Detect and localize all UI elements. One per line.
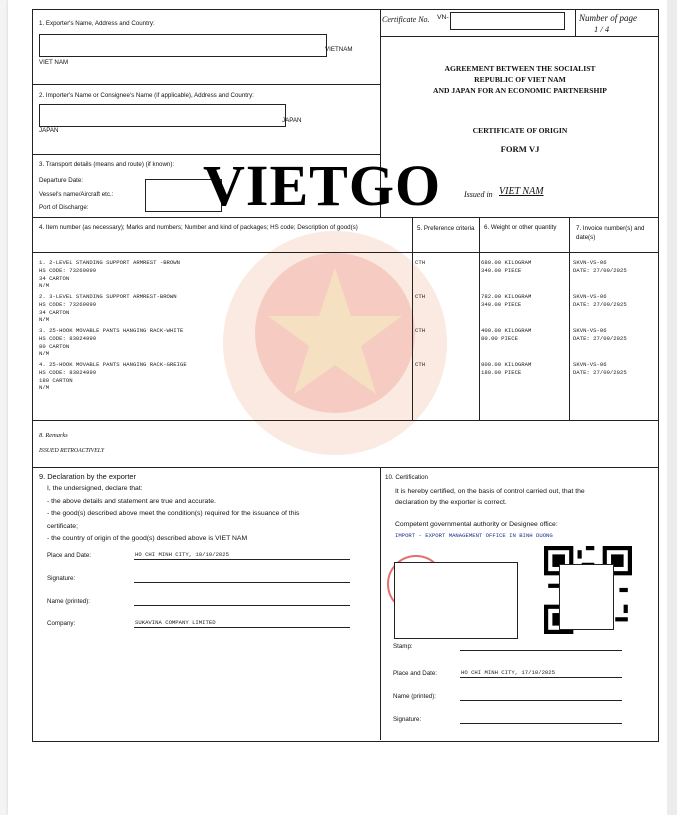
item-weight: 782.00 KILOGRAM 340.00 PIECE — [481, 293, 532, 308]
item-description: 4. 25-HOOK MOVABLE PANTS HANGING RACK-GREIGE HS CODE: 83024999 180 CARTON N/M — [39, 361, 187, 392]
table-row — [39, 293, 649, 325]
declaration-signature-line[interactable] — [134, 582, 350, 583]
certificate-title: CERTIFICATE OF ORIGIN — [472, 126, 568, 135]
item-criteria: CTH — [415, 293, 426, 300]
item-weight: 900.00 KILOGRAM 180.00 PIECE — [481, 361, 532, 376]
cert-name-label: Name (printed): — [393, 693, 436, 700]
item-invoice: SKVN-VS-06 DATE: 27/09/2025 — [573, 327, 627, 342]
declaration-place-value: HO CHI MINH CITY, 10/10/2025 — [135, 551, 229, 558]
remarks-label: 8. Remarks — [39, 432, 68, 439]
importer-input[interactable] — [39, 104, 286, 127]
item-description: 1. 2-LEVEL STANDING SUPPORT ARMREST -BROWN HS CODE: 73269099 34 CARTON N/M — [39, 259, 180, 290]
stamp-label: Stamp: — [393, 643, 413, 650]
vertical-scrollbar[interactable] — [667, 0, 677, 815]
agreement-line-1: AGREEMENT BETWEEN THE SOCIALIST — [444, 64, 596, 73]
item-weight: 400.00 KILOGRAM 80.00 PIECE — [481, 327, 532, 342]
cert-signature-line[interactable] — [460, 723, 622, 724]
item-invoice: SKVN-VS-06 DATE: 27/09/2025 — [573, 259, 627, 274]
pages-value: 1 / 4 — [594, 24, 610, 34]
departure-label: Departure Date: — [39, 177, 84, 184]
vietgo-brand-overlay: VIETGO — [203, 153, 442, 218]
table-row — [39, 327, 649, 359]
importer-country: JAPAN — [282, 117, 302, 124]
stamp-line[interactable] — [460, 650, 622, 651]
declaration-label: 9. Declaration by the exporter — [39, 472, 136, 481]
certification-text: It is hereby certified, on the basis of control carried out, that the declaration by the exporter is correct. — [395, 488, 585, 506]
importer-label: 2. Importer's Name or Consignee's Name (if applicable), Address and Country: — [39, 92, 254, 99]
document-page — [8, 0, 667, 815]
cert-place-label: Place and Date: — [393, 670, 438, 677]
agreement-line-2: REPUBLIC OF VIET NAM — [474, 75, 566, 84]
item-invoice: SKVN-VS-06 DATE: 27/09/2025 — [573, 361, 627, 376]
exporter-label: 1. Exporter's Name, Address and Country: — [39, 20, 155, 27]
table-row — [39, 259, 649, 291]
certificate-no-label: Certificate No. — [382, 15, 430, 24]
certificate-no-prefix: VN- — [437, 14, 449, 21]
table-row — [39, 361, 649, 393]
discharge-label: Port of Discharge: — [39, 204, 89, 211]
vessel-label: Vessel's name/Aircraft etc.: — [39, 191, 114, 198]
issued-country: VIET NAM — [499, 186, 544, 197]
agreement-title — [382, 63, 658, 96]
item-invoice: SKVN-VS-06 DATE: 27/09/2025 — [573, 293, 627, 308]
authority-label: Competent governmental authority or Designee office: — [395, 521, 558, 528]
col-weight-header: 6. Weight or other quantity — [484, 224, 557, 231]
exporter-input[interactable] — [39, 34, 327, 57]
col-invoice-header: 7. Invoice number(s) and date(s) — [576, 225, 645, 241]
declaration-company-line — [134, 627, 350, 628]
declaration-signature-label: Signature: — [47, 575, 76, 582]
cert-name-line[interactable] — [460, 700, 622, 701]
item-criteria: CTH — [415, 259, 426, 266]
item-description: 2. 3-LEVEL STANDING SUPPORT ARMREST-BROWN HS CODE: 73269099 34 CARTON N/M — [39, 293, 177, 324]
declaration-text: I, the undersigned, declare that: - the above details and statement are true and accurate. - the good(s) described above meet the condition(s) required for the issuance of this certificate; - the country of origin of the good(s) described above is VIET NAM — [47, 485, 300, 542]
certificate-no-input[interactable] — [450, 12, 565, 30]
form-name: FORM VJ — [500, 144, 540, 154]
declaration-place-line — [134, 559, 350, 560]
certification-label: 10. Certification — [385, 474, 428, 481]
transport-label: 3. Transport details (means and route) (if known): — [39, 161, 175, 168]
importer-country-left: JAPAN — [39, 127, 59, 134]
col-description-header: 4. Item number (as necessary); Marks and numbers; Number and kind of packages; HS code; Description of good(s) — [39, 224, 358, 231]
item-weight: 680.00 KILOGRAM 340.00 PIECE — [481, 259, 532, 274]
cert-signature-label: Signature: — [393, 716, 422, 723]
item-description: 3. 25-HOOK MOVABLE PANTS HANGING RACK-WHITE HS CODE: 83024999 80 CARTON N/M — [39, 327, 184, 358]
exporter-country: VIETNAM — [325, 46, 353, 53]
agreement-line-3: AND JAPAN FOR AN ECONOMIC PARTNERSHIP — [433, 86, 607, 95]
pages-label: Number of page — [579, 13, 637, 23]
declaration-place-label: Place and Date: — [47, 552, 92, 559]
declaration-company-value: SUKAVINA COMPANY LIMITED — [135, 619, 216, 626]
declaration-name-line[interactable] — [134, 605, 350, 606]
declaration-company-label: Company: — [47, 620, 76, 627]
exporter-country-left: VIET NAM — [39, 59, 69, 66]
item-criteria: CTH — [415, 361, 426, 368]
item-criteria: CTH — [415, 327, 426, 334]
issued-label: Issued in — [464, 190, 493, 199]
authority-value: IMPORT - EXPORT MANAGEMENT OFFICE IN BINH DUONG — [395, 532, 553, 539]
cert-place-value: HO CHI MINH CITY, 17/10/2025 — [461, 669, 555, 676]
remarks-value: ISSUED RETROACTIVELY — [39, 448, 105, 454]
stamp-redaction-box — [394, 562, 518, 639]
declaration-name-label: Name (printed): — [47, 598, 90, 605]
qr-redaction-box — [559, 564, 614, 630]
col-criteria-header: 5. Preference criteria — [417, 225, 475, 232]
cert-place-line — [460, 677, 622, 678]
